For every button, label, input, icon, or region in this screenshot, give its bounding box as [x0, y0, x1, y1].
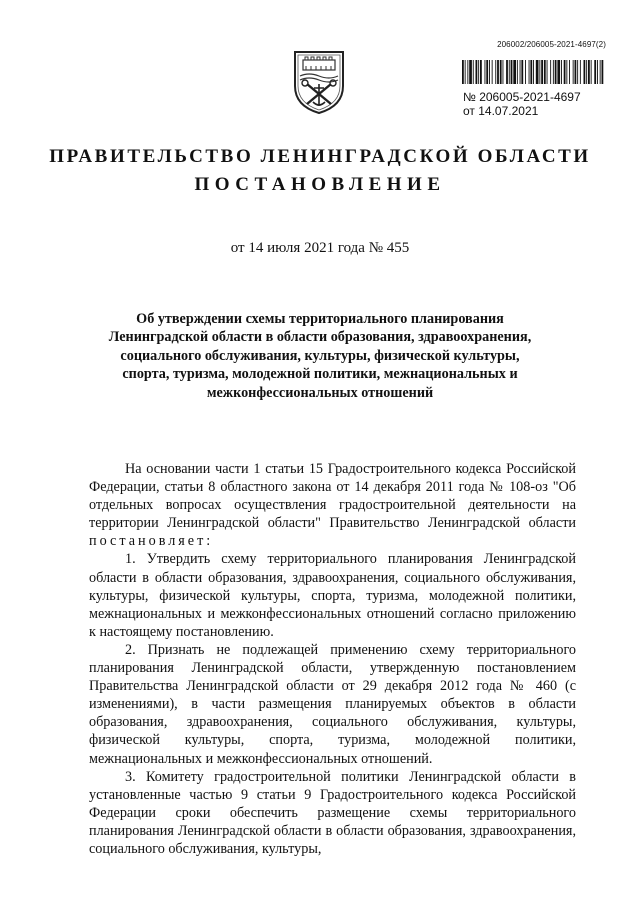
barcode-bar [467, 60, 468, 84]
registration-date: от 14.07.2021 [463, 104, 539, 118]
barcode-bar [561, 60, 562, 84]
barcode-bar [597, 60, 598, 84]
barcode-bar [520, 60, 521, 84]
barcode-bar [555, 60, 557, 84]
barcode-bar [500, 60, 502, 84]
barcode-bar [509, 60, 510, 84]
barcode-bar [525, 60, 526, 84]
barcode-bar [473, 60, 474, 84]
barcode-bar [465, 60, 466, 84]
barcode-bar [580, 60, 581, 84]
barcode-bar [497, 60, 499, 84]
decree-title: Об утверждении схемы территориального планирования Ленинградской области в области образования, здравоохранения, социального обслуживания, культуры, физической культуры, спорта, туризма, молодежной политики, межнациональных и межконфессиональных отношений [108, 311, 532, 401]
barcode-bar [591, 60, 592, 84]
government-name: ПРАВИТЕЛЬСТВО ЛЕНИНГРАДСКОЙ ОБЛАСТИ [49, 146, 591, 167]
barcode-bar [489, 60, 490, 84]
barcode-bar [550, 60, 551, 84]
barcode-bar [586, 60, 587, 84]
barcode-bar [469, 60, 472, 84]
barcode-bar [478, 60, 479, 84]
document-type: ПОСТАНОВЛЕНИЕ [194, 174, 446, 195]
document-reference-code: 206002/206005-2021-4697(2) [497, 40, 606, 49]
barcode-bar [486, 60, 488, 84]
preamble-paragraph [89, 460, 576, 550]
barcode-bar [521, 60, 523, 84]
barcode-bar [557, 60, 560, 84]
barcode-bar [566, 60, 567, 84]
preamble-text: На основании части 1 статьи 15 Градостроительного кодекса Российской Федерации, статьи 8 областного закона от 14 декабря 2011 года № 108-оз "Об отдельных вопросах осуществления градостроительной деятельности на территории Ленинградской области" Правительство Ленинградской области [89, 461, 576, 532]
decree-body [89, 460, 576, 858]
decree-date-number: от 14 июля 2021 года № 455 [230, 240, 410, 256]
barcode-bar [544, 60, 546, 84]
resolves-word: постановляет: [89, 533, 214, 550]
barcode-bar [485, 60, 486, 84]
barcode-bar [503, 60, 504, 84]
coat-of-arms-emblem [289, 46, 349, 116]
barcode-bar [517, 60, 518, 84]
barcode-bar [462, 60, 464, 84]
registration-number: № 206005-2021-4697 [463, 90, 581, 104]
barcode-bar [495, 60, 496, 84]
barcode-bar [529, 60, 530, 84]
barcode-bar [602, 60, 604, 84]
barcode-bar [575, 60, 577, 84]
barcode-bar [569, 60, 570, 84]
barcode-bar [547, 60, 548, 84]
barcode-bar [530, 60, 532, 84]
barcode-bar [588, 60, 590, 84]
barcode-bar [480, 60, 482, 84]
barcode-bar [577, 60, 578, 84]
barcode-bar [594, 60, 596, 84]
item-1-paragraph: 1. Утвердить схему территориального планирования Ленинградской области в области образования, здравоохранения, социального обслуживания, культуры, физической культуры, спорта, туризма, молодежной политики, межнациональных и межконфессиональных отношений согласно приложению к настоящему постановлению. [89, 551, 576, 640]
registration-stamp [463, 90, 581, 118]
barcode-bar [539, 60, 540, 84]
barcode-bar [492, 60, 493, 84]
barcode-bar [513, 60, 516, 84]
barcode-bar [584, 60, 586, 84]
barcode-bar [600, 60, 601, 84]
barcode-bar [553, 60, 554, 84]
barcode-bar [506, 60, 508, 84]
barcode-bar [564, 60, 566, 84]
barcode-bar [511, 60, 513, 84]
barcode-bar [541, 60, 543, 84]
barcode-bar [536, 60, 539, 84]
barcode-bar [533, 60, 534, 84]
barcode-bar [476, 60, 478, 84]
item-2-paragraph: 2. Признать не подлежащей применению схему территориального планирования Ленинградской области, утвержденную постановлением Правительства Ленинградской области от 29 декабря 2012 года № 460 (с изменениями), в части размещения планируемых объектов в области образования, здравоохранения, социального обслуживания, культуры, физической культуры, спорта, туризма, молодежной политики, межнациональных и межконфессиональных отношений. [89, 641, 576, 767]
barcode [462, 60, 606, 84]
item-3-paragraph: 3. Комитету градостроительной политики Ленинградской области в установленные частью 9 статьи 9 Градостроительного кодекса Российской Федерации сроки обеспечить размещение схемы территориального планирования Ленинградской области в области образования, здравоохранения, социального обслуживания, культуры, [89, 768, 576, 857]
barcode-bar [573, 60, 574, 84]
